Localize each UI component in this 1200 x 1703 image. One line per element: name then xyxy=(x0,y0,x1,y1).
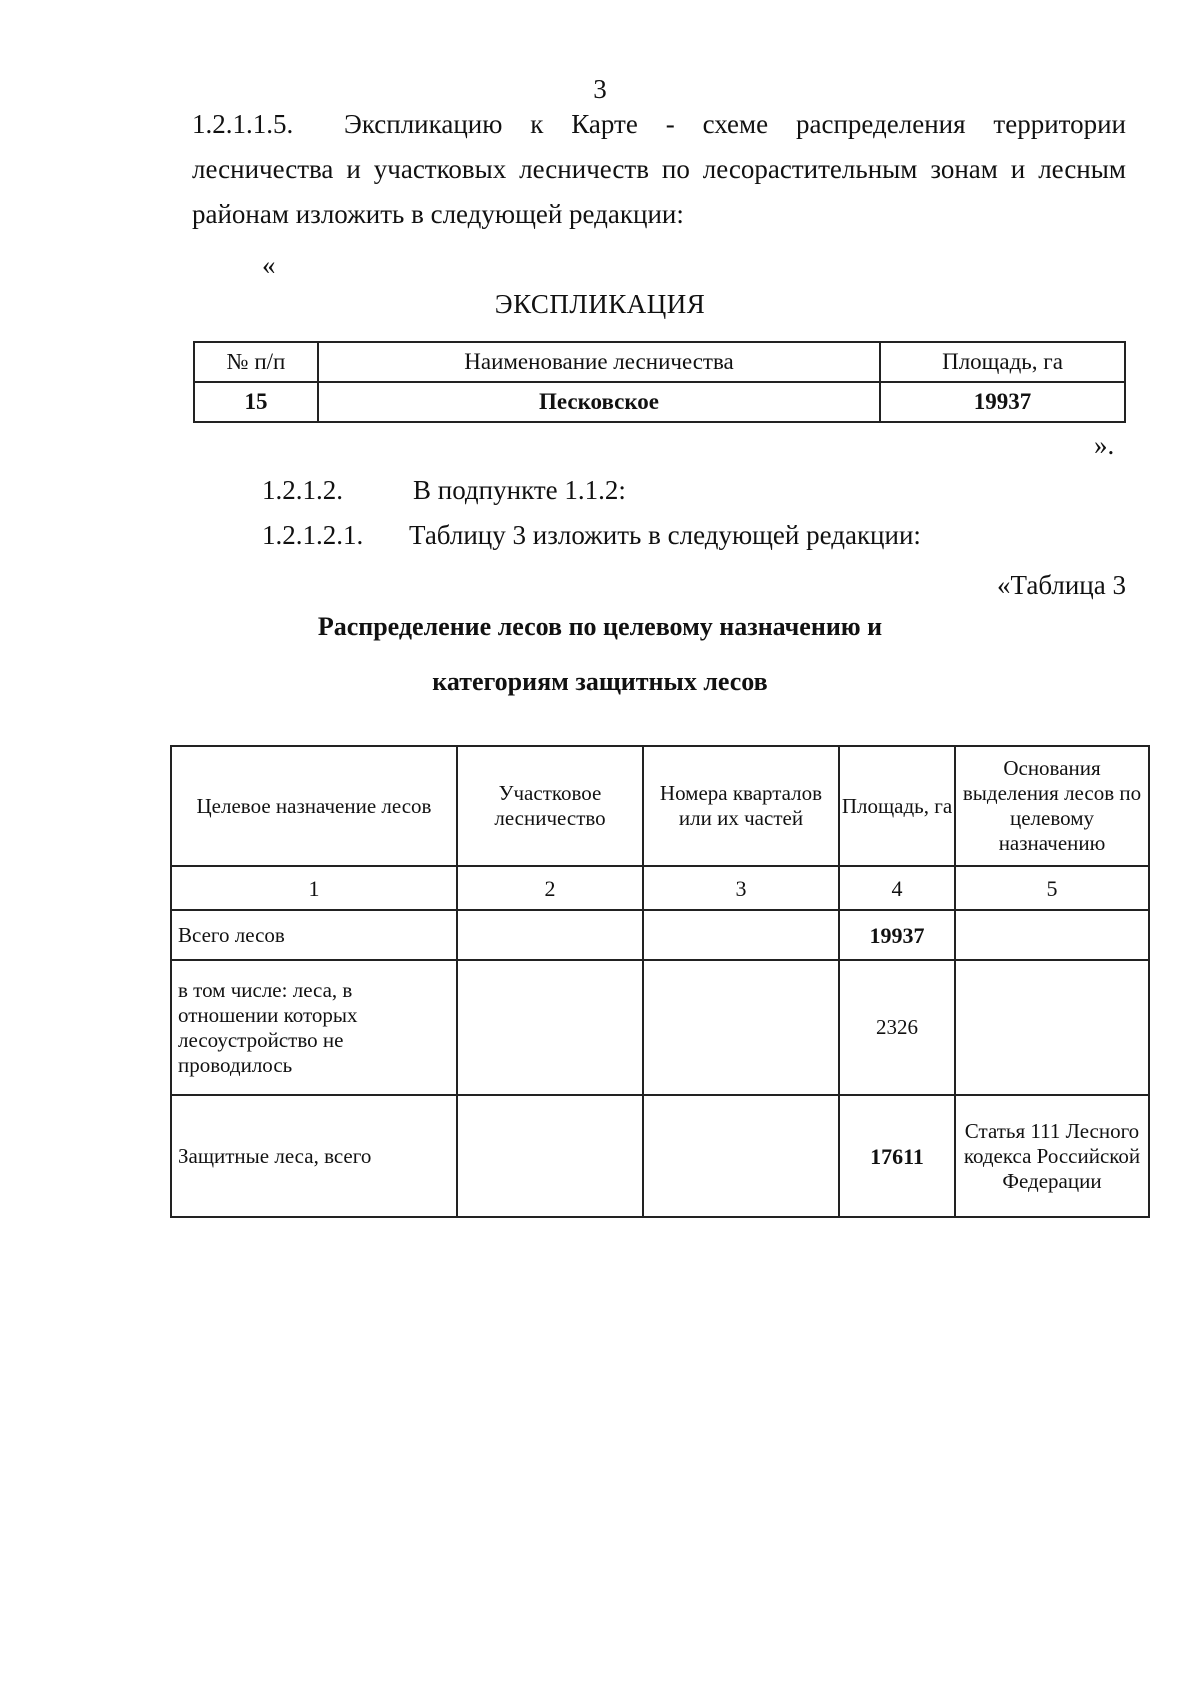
table3-label: «Таблица 3 xyxy=(997,570,1126,600)
section-1-2-1-1-5 xyxy=(192,102,1126,237)
index-cell: 2 xyxy=(457,866,643,910)
table3-title-line2: категориям защитных лесов xyxy=(432,667,768,696)
section-number: 1.2.1.2. xyxy=(262,475,343,505)
header-cell: Наименование лесничества xyxy=(318,342,880,382)
header-cell: Целевое назначение лесов xyxy=(171,746,457,866)
table-row xyxy=(171,960,1149,1095)
section-1-2-1-2 xyxy=(262,470,626,510)
table-cell: Песковское xyxy=(318,382,880,422)
header-cell: Площадь, га xyxy=(880,342,1125,382)
index-cell: 5 xyxy=(955,866,1149,910)
basis-cell: Статья 111 Лесного кодекса Российской Федерации xyxy=(955,1095,1149,1217)
table-row xyxy=(171,1095,1149,1217)
purpose-cell: Защитные леса, всего xyxy=(171,1095,457,1217)
page-number: 3 xyxy=(593,74,607,104)
area-cell: 19937 xyxy=(839,910,955,960)
district-cell xyxy=(457,1095,643,1217)
quarters-cell xyxy=(643,1095,839,1217)
quote-close: ». xyxy=(1094,430,1115,460)
section-number: 1.2.1.1.5. xyxy=(192,109,294,139)
header-cell: Площадь, га xyxy=(839,746,955,866)
area-cell: 17611 xyxy=(839,1095,955,1217)
explication-table xyxy=(193,341,1126,423)
basis-cell xyxy=(955,960,1149,1095)
purpose-cell: в том числе: леса, в отношении которых лесоустройство не проводилось xyxy=(171,960,457,1095)
explication-title: ЭКСПЛИКАЦИЯ xyxy=(494,289,706,319)
table-header-row xyxy=(171,746,1149,866)
index-cell: 4 xyxy=(839,866,955,910)
purpose-cell: Всего лесов xyxy=(171,910,457,960)
header-cell: № п/п xyxy=(194,342,318,382)
district-cell xyxy=(457,910,643,960)
quarters-cell xyxy=(643,960,839,1095)
index-cell: 1 xyxy=(171,866,457,910)
forest-distribution-table xyxy=(170,745,1150,1218)
table-row xyxy=(194,382,1125,422)
section-text: В подпункте 1.1.2: xyxy=(413,475,626,505)
section-number: 1.2.1.2.1. xyxy=(262,520,364,550)
header-cell: Основания выделения лесов по целевому назначению xyxy=(955,746,1149,866)
header-cell: Номера кварталов или их частей xyxy=(643,746,839,866)
table-row xyxy=(171,910,1149,960)
table-cell: 19937 xyxy=(880,382,1125,422)
table3-title-line1: Распределение лесов по целевому назначению и xyxy=(317,612,883,641)
area-cell: 2326 xyxy=(839,960,955,1095)
basis-cell xyxy=(955,910,1149,960)
header-cell: Участковое лесничество xyxy=(457,746,643,866)
index-cell: 3 xyxy=(643,866,839,910)
quote-open: « xyxy=(262,250,276,280)
table-cell: 15 xyxy=(194,382,318,422)
column-index-row xyxy=(171,866,1149,910)
table-header-row xyxy=(194,342,1125,382)
district-cell xyxy=(457,960,643,1095)
quarters-cell xyxy=(643,910,839,960)
section-text: Экспликацию к Карте - схеме распределения территории лесничества и участковых лесничеств по лесорастительным зонам и лесным районам изложить в следующей редакции: xyxy=(192,109,1126,229)
section-text: Таблицу 3 изложить в следующей редакции: xyxy=(409,520,921,550)
section-1-2-1-2-1 xyxy=(262,515,921,555)
